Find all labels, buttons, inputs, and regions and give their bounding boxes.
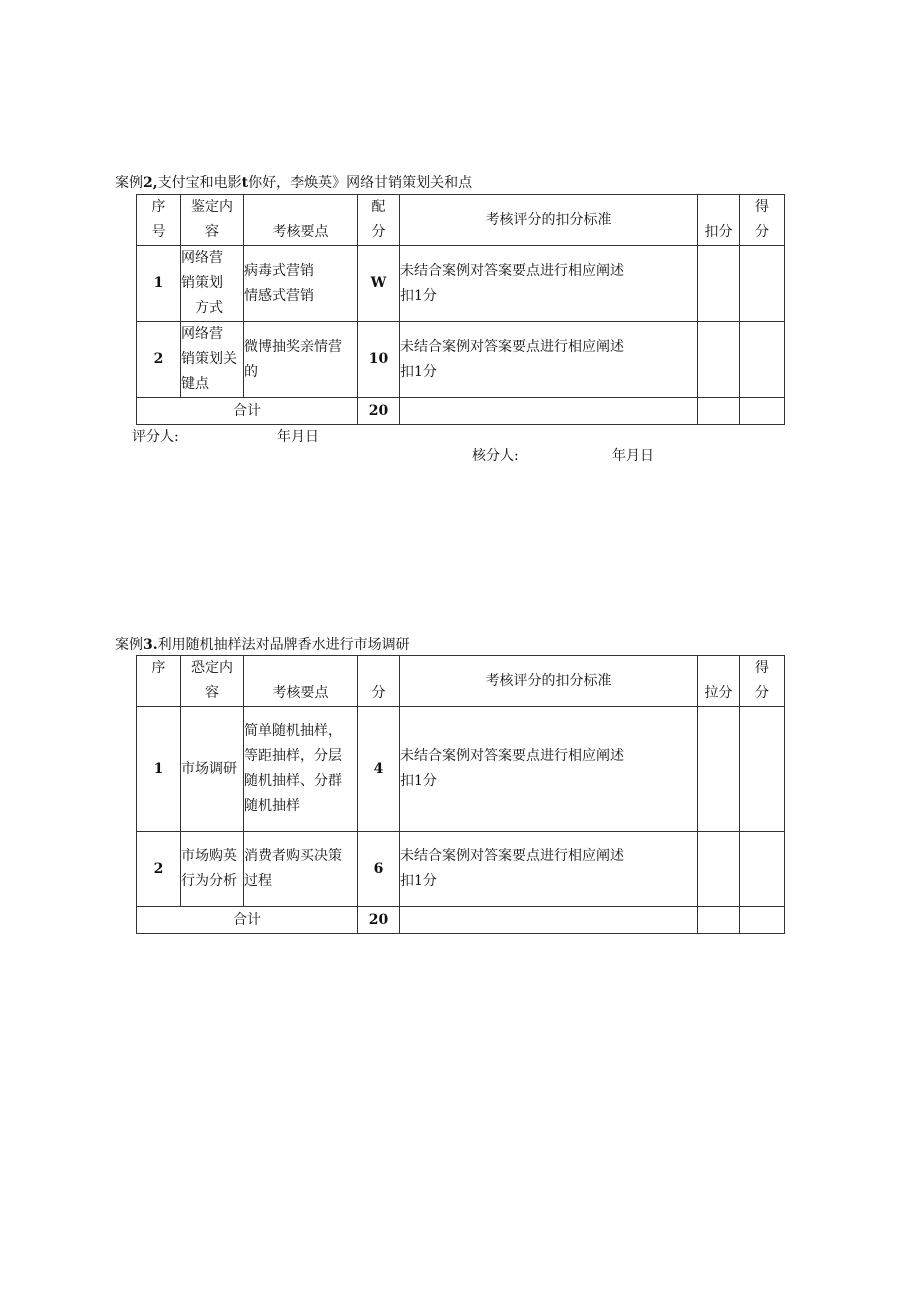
row-deduct [698,707,740,832]
scorer-label: 评分人: [132,429,179,445]
row-score: W [358,246,400,322]
row-score: 6 [358,832,400,907]
case3-title-rest: 利用随机抽样法对品牌香水进行市场调研 [157,637,410,653]
header-no: 序 号 [137,195,181,246]
header-no: 序 [137,656,181,707]
header-got: 得 分 [740,195,785,246]
row-no: 1 [137,707,181,832]
row-no: 1 [137,246,181,322]
checker-date: 年月日 [612,448,654,464]
total-score: 20 [358,907,400,934]
scorer-date: 年月日 [277,429,319,445]
table-row [137,246,785,322]
total-deduct [698,907,740,934]
row-got [740,246,785,322]
row-score: 4 [358,707,400,832]
row-deduct [698,832,740,907]
total-got [740,398,785,425]
total-got [740,907,785,934]
case2-score-table [136,194,785,425]
row-criteria: 未结合案例对答案要点进行相应阐述 扣1分 [400,707,698,832]
total-label: 合计 [137,907,358,934]
row-score: 10 [358,322,400,398]
header-content: 恐定内 容 [181,656,244,707]
header-got: 得 分 [740,656,785,707]
total-criteria [400,907,698,934]
header-criteria: 考核评分的扣分标准 [400,195,698,246]
case2-title-t: t [241,175,249,191]
row-no: 2 [137,322,181,398]
row-criteria: 未结合案例对答案要点进行相应阐述 扣1分 [400,832,698,907]
case2-title-number: 2, [143,175,158,191]
row-criteria: 未结合案例对答案要点进行相应阐述 扣1分 [400,322,698,398]
header-deduct: 拉分 [698,656,740,707]
row-content: 网络营 销策划关 键点 [181,322,244,398]
table-row [137,832,785,907]
row-got [740,832,785,907]
row-content: 网络营 销策划 方式 [181,246,244,322]
row-points: 简单随机抽样， 等距抽样，分层 随机抽样、分群 随机抽样 [244,707,358,832]
header-points: 考核要点 [244,195,358,246]
row-deduct [698,322,740,398]
total-row [137,398,785,425]
case3-title-prefix: 案例 [115,637,143,653]
total-criteria [400,398,698,425]
header-points: 考核要点 [244,656,358,707]
total-row [137,907,785,934]
row-content: 市场购英 行为分析 [181,832,244,907]
case3-score-table [136,655,785,934]
table-row [137,322,785,398]
row-points: 微博抽奖亲情营 的 [244,322,358,398]
header-criteria: 考核评分的扣分标准 [400,656,698,707]
row-no: 2 [137,832,181,907]
header-score: 配 分 [358,195,400,246]
header-content: 鉴定内 容 [181,195,244,246]
header-score: 分 [358,656,400,707]
case2-title [115,175,472,191]
table-header-row [137,195,785,246]
case3-title-number: 3. [143,637,158,653]
total-score: 20 [358,398,400,425]
row-deduct [698,246,740,322]
row-criteria: 未结合案例对答案要点进行相应阐述 扣1分 [400,246,698,322]
total-label: 合计 [137,398,358,425]
case3-title [115,637,410,653]
case2-title-prefix: 案例 [115,175,143,191]
total-deduct [698,398,740,425]
row-got [740,322,785,398]
row-points: 病毒式营销 情感式营销 [244,246,358,322]
table-row [137,707,785,832]
case2-title-text: 支付宝和电影 [157,175,242,191]
header-deduct: 扣分 [698,195,740,246]
row-points: 消费者购买决策 过程 [244,832,358,907]
case2-title-rest: 你好，李焕英》网络甘销策划关和点 [248,175,473,191]
row-got [740,707,785,832]
row-content: 市场调研 [181,707,244,832]
table-header-row [137,656,785,707]
checker-label: 核分人: [472,448,519,464]
